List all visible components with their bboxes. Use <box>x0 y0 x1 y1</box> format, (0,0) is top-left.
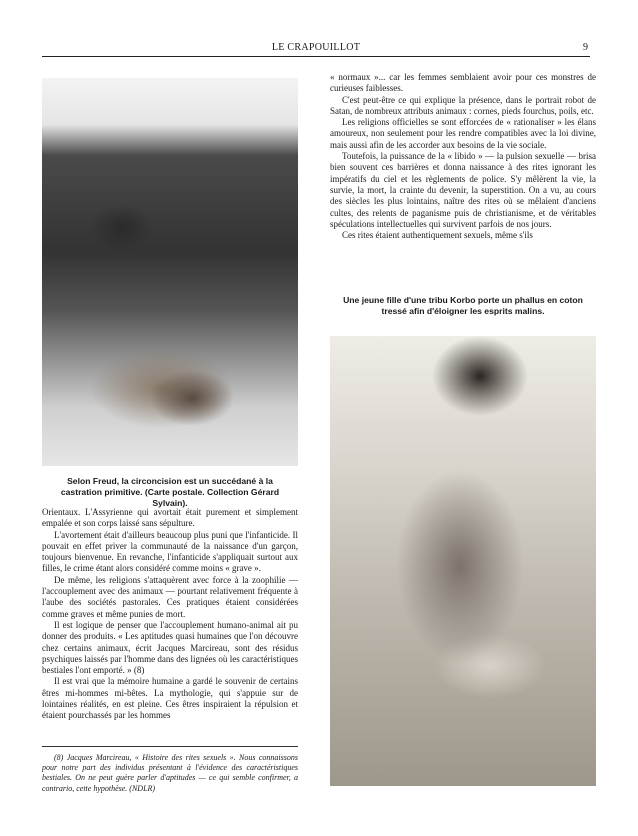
photo-caption-right: Une jeune fille d'une tribu Korbo porte un phallus en coton tressé afin d'éloigner les esprits malins. <box>343 295 583 316</box>
photo-korbo-girl <box>330 336 596 786</box>
paragraph: Il est vrai que la mémoire humaine a gardé le souvenir de certains êtres mi-hommes mi-bêtes. La mythologie, qui s'appuie sur de lointaines réalités, en est pleine. Ces êtres inspiraient la répulsion et étaient pourchassés par les hommes <box>42 676 298 721</box>
page-header <box>42 40 590 57</box>
paragraph: Ces rites étaient authentiquement sexuels, même s'ils <box>342 230 533 241</box>
magazine-title: LE CRAPOUILLOT <box>271 42 361 53</box>
paragraph: Il est logique de penser que l'accouplement humano-animal ait pu donner des produits. « Les aptitudes quasi humaines que l'on découvre chez certains animaux, écrit Jacques Marcireau, sont des résidus psychiques laissés par l'homme dans des lignées où les caractéristiques bestiales l'ont emporté. » (8) <box>42 619 298 676</box>
footnote <box>42 746 298 794</box>
paragraph: Orientaux. L'Assyrienne qui avortait était purement et simplement empalée et son corps laissé sans sépulture. <box>42 507 298 529</box>
text-column-right <box>330 72 596 241</box>
paragraph: « normaux »... car les femmes semblaient avoir pour ces monstres de curieuses faiblesses. <box>330 72 596 94</box>
paragraph: Toutefois, la puissance de la « libido » — la pulsion sexuelle — brisa bien souvent ces barrières et donna naissance à des rites ignorant les impératifs du ciel et les règlements de police. S'y mêlèrent la vie, la survie, la mort, la crainte du devenir, la superstition. On a vu, au cours des siècles les plus lointains, naître des rites où se mêlaient d'anciens cultes, des relents de paganisme puis de christianisme, et de véritables spéculations intellectuelles qui survivent parfois de nos jours. <box>330 151 596 229</box>
photo-caption-left: Selon Freud, la circoncision est un succédané à la castration primitive. (Carte postale. Collection Gérard Sylvain). <box>60 476 280 508</box>
paragraph: C'est peut-être ce qui explique la présence, dans le portrait robot de Satan, de nombreux attributs animaux : cornes, pieds fourchus, poils, etc. <box>330 94 596 116</box>
photo-circumcision-postcard <box>42 78 298 466</box>
footnote-text: (8) Jacques Marcireau, « Histoire des rites sexuels ». Nous connaissons pour notre part des individus présentant à l'évidence des caractéristiques bestiales. On ne peut guère parler d'aptitudes — ce qui semble confirmer, a contrario, cette hypothèse. (NDLR) <box>42 753 298 793</box>
text-column-left <box>42 507 298 722</box>
page-number: 9 <box>583 42 588 53</box>
paragraph: De même, les religions s'attaquèrent avec force à la zoophilie — l'accouplement avec des animaux — pourtant relativement fréquente à l'aube des sociétés pastorales. Ces pratiques étaient considérées comme graves et même punies de mort. <box>42 574 298 619</box>
paragraph: Les religions officielles se sont efforcées de « rationaliser » les élans amoureux, non seulement pour les rendre compatibles avec la loi divine, mais aussi afin de les accorder aux besoins de la vie sociale. <box>330 117 596 150</box>
paragraph: L'avortement était d'ailleurs beaucoup plus puni que l'infanticide. Il pouvait en effet priver la communauté de la naissance d'un garçon, toujours bienvenue. En revanche, l'infanticide s'appliquait surtout aux filles, le crime étant alors considéré comme moins « grave ». <box>42 529 298 574</box>
